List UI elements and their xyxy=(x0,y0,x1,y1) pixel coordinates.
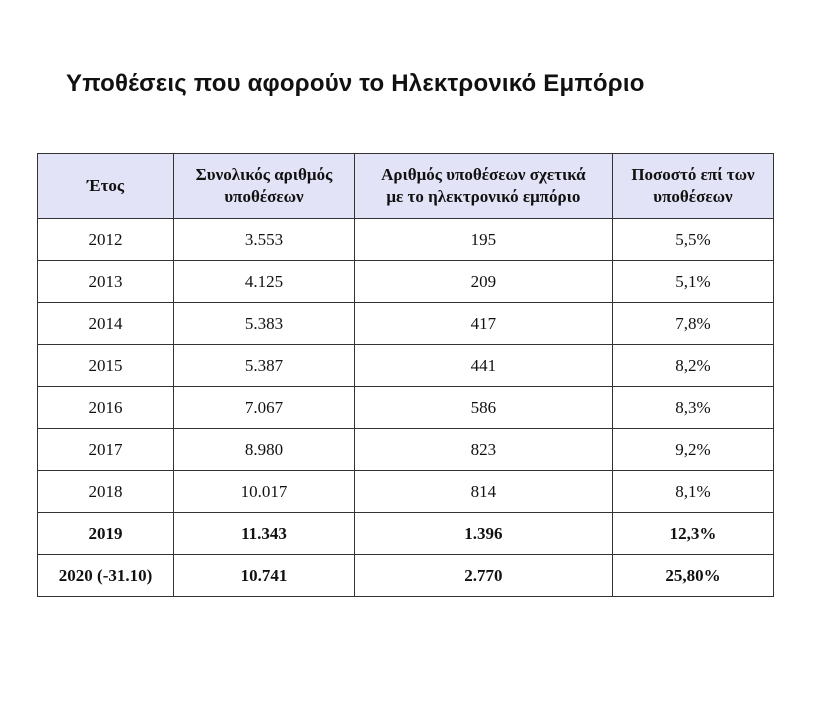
cell-year: 2019 xyxy=(38,513,174,555)
cell-year: 2017 xyxy=(38,429,174,471)
cell-percentage: 8,1% xyxy=(612,471,773,513)
cell-total-cases: 10.741 xyxy=(174,555,355,597)
cell-ecommerce-cases: 195 xyxy=(354,219,612,261)
table-row xyxy=(38,429,774,471)
cell-ecommerce-cases: 814 xyxy=(354,471,612,513)
table-row xyxy=(38,387,774,429)
cell-year: 2012 xyxy=(38,219,174,261)
header-ecommerce-cases-line2: με το ηλεκτρονικό εμπόριο xyxy=(386,187,581,206)
cell-year: 2018 xyxy=(38,471,174,513)
header-total-cases xyxy=(174,154,355,219)
header-total-cases-line1: Συνολικός αριθμός xyxy=(195,165,333,184)
cell-percentage: 5,5% xyxy=(612,219,773,261)
cell-ecommerce-cases: 417 xyxy=(354,303,612,345)
cell-ecommerce-cases: 209 xyxy=(354,261,612,303)
header-year-text: Έτος xyxy=(86,176,125,195)
header-ecommerce-cases-line1: Αριθμός υποθέσεων σχετικά xyxy=(381,165,586,184)
cell-ecommerce-cases: 1.396 xyxy=(354,513,612,555)
cell-total-cases: 8.980 xyxy=(174,429,355,471)
cell-ecommerce-cases: 441 xyxy=(354,345,612,387)
cell-percentage: 9,2% xyxy=(612,429,773,471)
cell-year: 2016 xyxy=(38,387,174,429)
header-percentage-line2: υποθέσεων xyxy=(653,187,733,206)
cell-percentage: 5,1% xyxy=(612,261,773,303)
cell-percentage: 8,3% xyxy=(612,387,773,429)
cell-total-cases: 5.387 xyxy=(174,345,355,387)
cell-total-cases: 5.383 xyxy=(174,303,355,345)
cell-total-cases: 4.125 xyxy=(174,261,355,303)
header-ecommerce-cases xyxy=(354,154,612,219)
header-percentage xyxy=(612,154,773,219)
cell-percentage: 25,80% xyxy=(612,555,773,597)
cell-ecommerce-cases: 2.770 xyxy=(354,555,612,597)
cell-percentage: 7,8% xyxy=(612,303,773,345)
table-row xyxy=(38,219,774,261)
table-header xyxy=(38,154,774,219)
header-percentage-line1: Ποσοστό επί των xyxy=(631,165,755,184)
cell-ecommerce-cases: 823 xyxy=(354,429,612,471)
cell-year: 2020 (-31.10) xyxy=(38,555,174,597)
cell-total-cases: 7.067 xyxy=(174,387,355,429)
cell-percentage: 8,2% xyxy=(612,345,773,387)
cell-ecommerce-cases: 586 xyxy=(354,387,612,429)
cell-total-cases: 11.343 xyxy=(174,513,355,555)
cell-year: 2015 xyxy=(38,345,174,387)
cell-year: 2014 xyxy=(38,303,174,345)
table-row xyxy=(38,261,774,303)
table-row xyxy=(38,555,774,597)
table-body xyxy=(38,219,774,597)
header-year xyxy=(38,154,174,219)
cell-total-cases: 3.553 xyxy=(174,219,355,261)
cell-percentage: 12,3% xyxy=(612,513,773,555)
table-row xyxy=(38,345,774,387)
header-row xyxy=(38,154,774,219)
table-row xyxy=(38,471,774,513)
table-row xyxy=(38,513,774,555)
table-row xyxy=(38,303,774,345)
ecommerce-cases-table xyxy=(37,153,774,597)
header-total-cases-line2: υποθέσεων xyxy=(224,187,304,206)
cell-total-cases: 10.017 xyxy=(174,471,355,513)
page-title: Υποθέσεις που αφορούν το Ηλεκτρονικό Εμπόριο xyxy=(66,70,645,97)
cell-year: 2013 xyxy=(38,261,174,303)
